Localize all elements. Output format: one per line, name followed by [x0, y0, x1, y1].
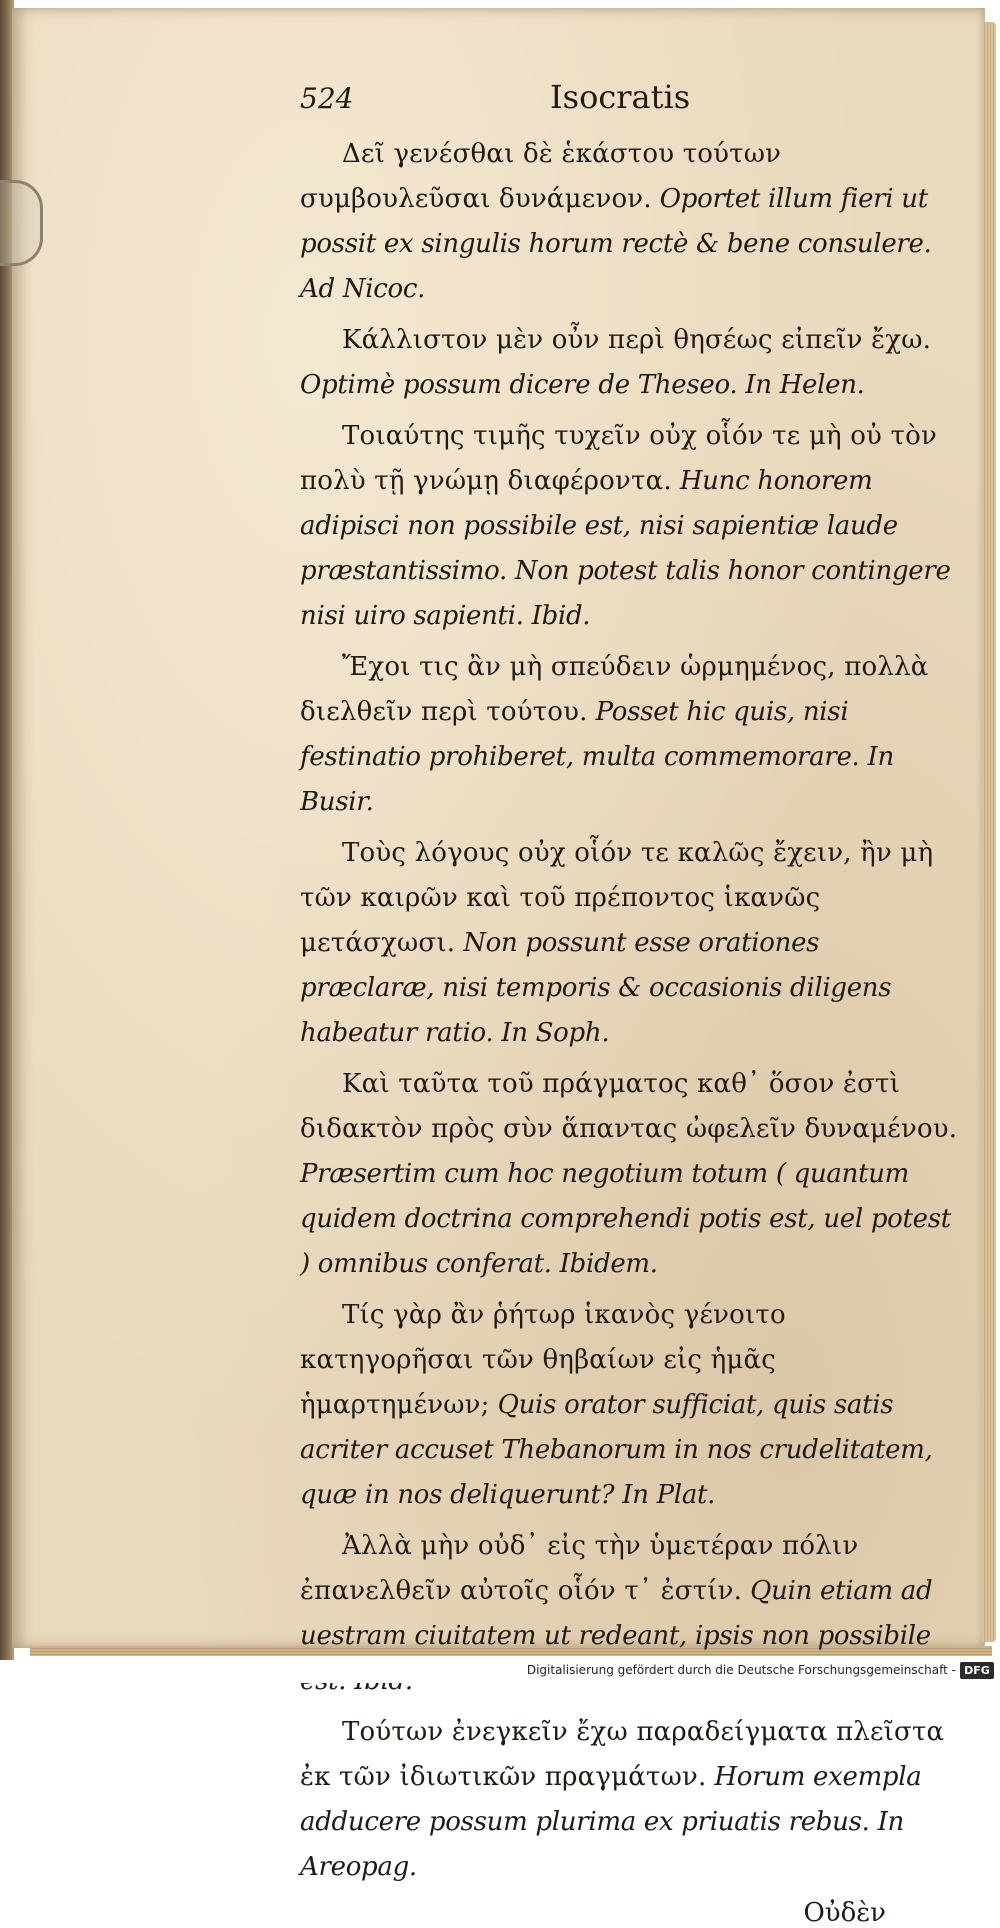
paper-clip-icon: [0, 180, 43, 266]
greek-quote: Τίς γὰρ ἂν ῥήτωρ ἱκανὸς γένοιτο κατηγορῆσαι τῶν θηβαίων εἰς ἡμᾶς ἡμαρτημένων;: [300, 1300, 786, 1420]
greek-quote: Τοιαύτης τιμῆς τυχεῖν οὐχ οἷόν τε μὴ οὐ τὸν πολὺ τῇ γνώμῃ διαφέροντα.: [300, 421, 937, 496]
paragraph: [300, 318, 960, 408]
funding-credit: Digitalisierung gefördert durch die Deutsche Forschungsgemeinschaft -: [526, 1663, 956, 1677]
dfg-logo-icon: DFG: [960, 1662, 994, 1679]
paragraph: [300, 132, 960, 312]
greek-quote: Δεῖ γενέσθαι δὲ ἑκάστου τούτων συμβουλεῦσαι δυνάμενον.: [300, 139, 782, 214]
paragraph: [300, 645, 960, 825]
greek-quote: Καὶ ταῦτα τοῦ πράγματος καθ᾽ ὅσον ἐστὶ διδακτὸν πρὸς σὺν ἅπαντας ὠφελεῖν δυναμένου.: [300, 1069, 958, 1144]
page-header: [300, 78, 960, 132]
latin-translation: Non possunt esse orationes præclaræ, nisi temporis & occasionis diligens habeatur ratio. In Soph.: [300, 928, 892, 1048]
greek-quote: Ἀλλὰ μὴν οὐδ᾽ εἰς τὴν ὑμετέραν πόλιν ἐπανελθεῖν αὐτοῖς οἷόν τ᾽ ἐστίν.: [300, 1531, 859, 1606]
latin-translation: Quin etiam ad uestram ciuitatem ut redeant, ipsis non possibile: [300, 1576, 933, 1651]
latin-translation: Quis orator sufficiat, quis satis acriter accuset Thebanorum in nos crudelitatem, quæ in nos deliquerunt? In Plat.: [300, 1390, 933, 1510]
paragraph: [300, 1293, 960, 1518]
digitization-footer: [0, 1660, 1000, 1683]
paragraph: [300, 831, 960, 1056]
paragraph: [300, 414, 960, 639]
latin-translation: Optimè possum dicere de Theseo. In Helen.: [300, 370, 865, 400]
greek-quote: Τοὺς λόγους οὐχ οἷόν τε καλῶς ἔχειν, ἢν μὴ τῶν καιρῶν καὶ τοῦ πρέποντος ἱκανῶς μετάσχωσι.: [300, 838, 934, 958]
paragraph: [300, 1062, 960, 1287]
greek-quote: Ἔχοι τις ἂν μὴ σπεύδειν ὡρμημένος, πολλὰ διελθεῖν περὶ τούτου.: [300, 652, 929, 727]
text-block: [300, 78, 960, 1928]
page-number: 524: [300, 82, 354, 115]
running-title: Isocratis: [550, 78, 691, 116]
paragraph: [300, 1710, 960, 1890]
page-edge-right: [982, 22, 996, 1642]
paragraph-list: [300, 132, 960, 1890]
latin-translation: Oportet illum fieri ut possit ex singulis horum rectè & bene consulere. Ad Nicoc.: [300, 184, 932, 304]
latin-translation: Horum exempla adducere possum plurima ex priuatis rebus. In Areopag.: [300, 1762, 922, 1882]
greek-quote: Τούτων ἐνεγκεῖν ἔχω παραδείγματα πλεῖστα ἐκ τῶν ἰδιωτικῶν πραγμάτων.: [300, 1717, 945, 1792]
latin-translation: Posset hic quis, nisi festinatio prohiberet, multa commemorare. In Busir.: [300, 697, 894, 817]
greek-quote: Κάλλιστον μὲν οὖν περὶ θησέως εἰπεῖν ἔχω.: [342, 325, 932, 355]
catchword: Οὐδὲν: [803, 1898, 886, 1928]
latin-translation: Hunc honorem adipisci non possibile est, nisi sapientiæ laude præstantissimo. Non potest talis honor contingere nisi uiro sapienti. Ibid.: [300, 466, 951, 631]
latin-translation: Præsertim cum hoc negotium totum ( quantum quidem doctrina comprehendi potis est, uel potest ) omnibus conferat. Ibidem.: [300, 1159, 951, 1279]
